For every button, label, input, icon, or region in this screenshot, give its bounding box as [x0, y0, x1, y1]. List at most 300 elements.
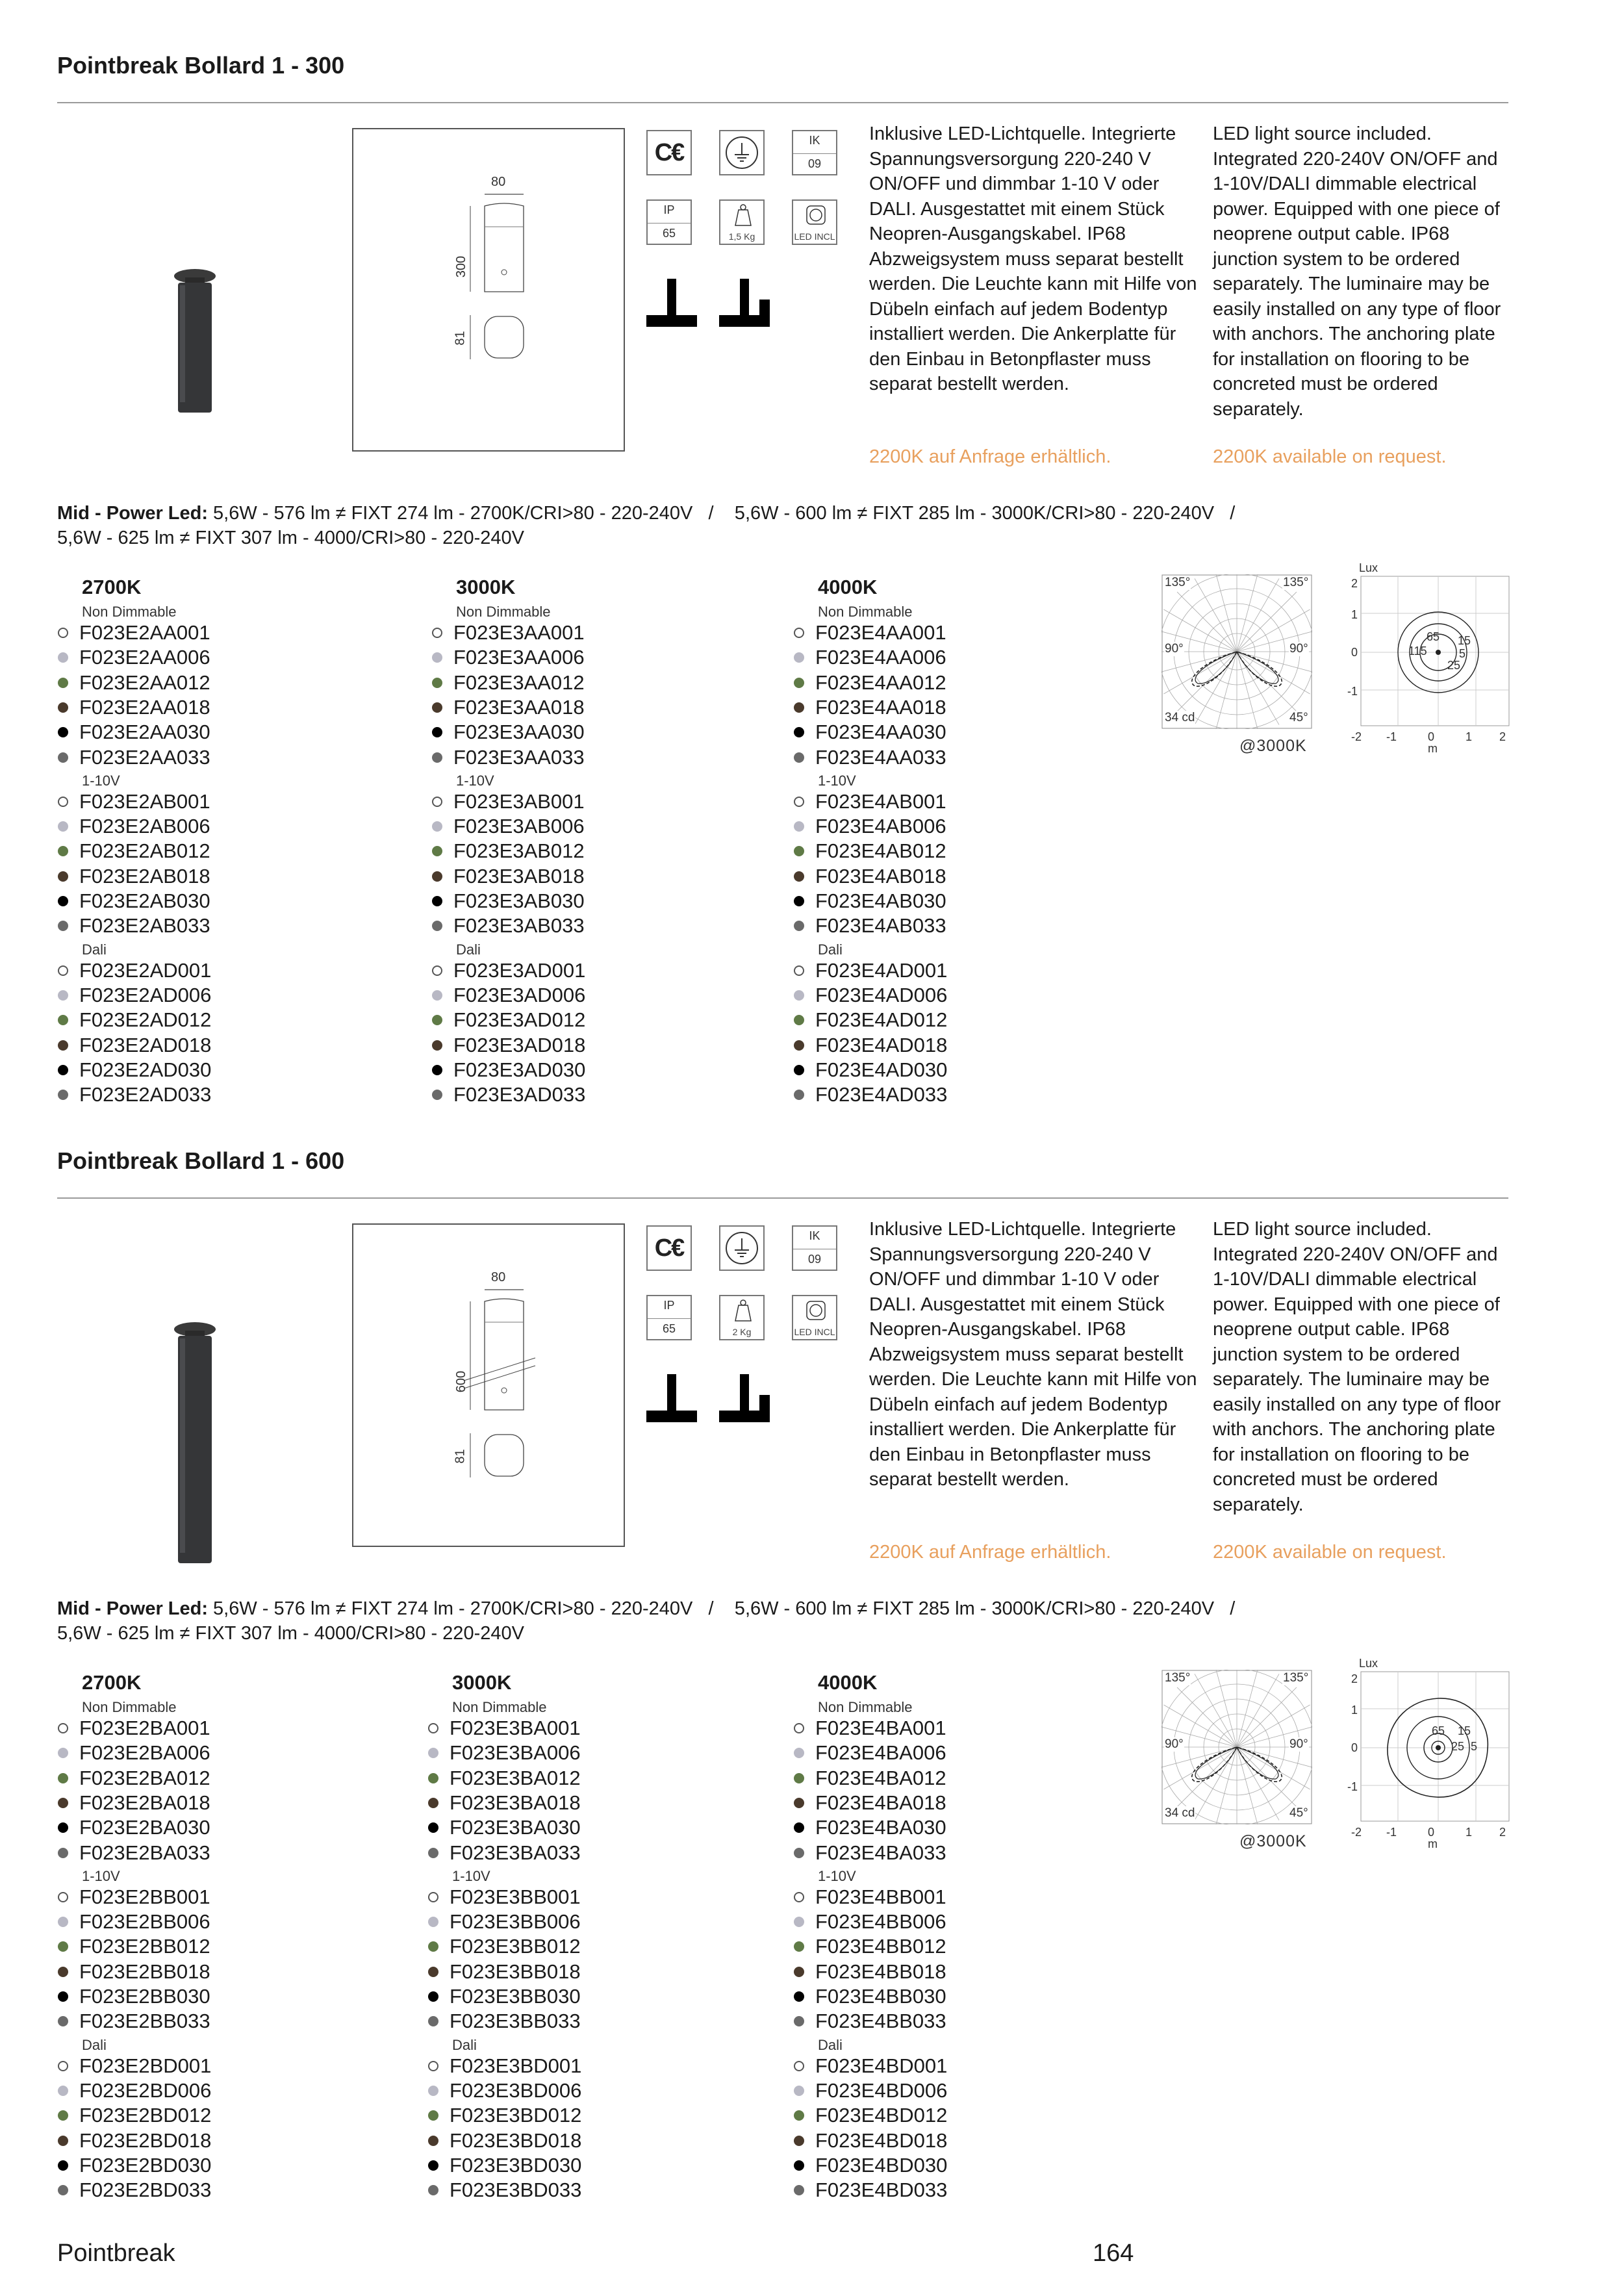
product-code-row: [428, 1841, 581, 1865]
finish-swatch: [58, 821, 68, 832]
product-photo: [166, 263, 224, 422]
finish-swatch: [794, 846, 804, 856]
finish-swatch: [432, 628, 442, 638]
ik-label: IK: [809, 134, 820, 147]
finish-swatch: [794, 1040, 804, 1051]
finish-swatch: [428, 2086, 438, 2096]
ip-divider: [648, 223, 691, 224]
product-code-row: [794, 720, 946, 745]
product-code-row: [428, 1910, 581, 1934]
finish-swatch: [794, 2160, 804, 2171]
product-code-row: [428, 2103, 581, 2128]
dimming-group-label: Non Dimmable: [818, 1699, 913, 1715]
polar-angle-label: 45°: [1289, 1806, 1308, 1820]
polar-angle-label: 34 cd: [1165, 711, 1195, 724]
color-temp-header-3000K: 3000K: [452, 1671, 512, 1694]
product-code: F023E3AA001: [453, 621, 585, 644]
product-code: F023E2BA006: [79, 1741, 210, 1765]
product-code: F023E2BA030: [79, 1816, 210, 1839]
lux-y-tick: -1: [1347, 685, 1358, 698]
product-code-row: [58, 1960, 210, 1984]
product-code-row: [432, 645, 585, 670]
product-code: F023E4BB012: [815, 1935, 946, 1958]
finish-swatch: [428, 1773, 438, 1783]
finish-swatch: [58, 1991, 68, 2002]
finish-swatch: [428, 1941, 438, 1952]
product-code-row: [794, 1960, 946, 1984]
product-code: F023E3AD018: [453, 1033, 586, 1056]
finish-swatch: [58, 1917, 68, 1927]
product-code-row: [58, 789, 210, 814]
dimming-group-label: Non Dimmable: [818, 604, 913, 620]
weight-value: 1,5 Kg: [728, 231, 755, 242]
availability-en: 2200K available on request.: [1213, 446, 1447, 467]
lux-y-tick: 2: [1351, 577, 1358, 590]
product-code: F023E4AD006: [815, 983, 948, 1006]
polar-angle-label: 90°: [1165, 642, 1184, 656]
product-code-row: [794, 1934, 946, 1959]
finish-swatch: [794, 821, 804, 832]
finish-swatch: [58, 1773, 68, 1783]
lux-contour-label: 25: [1451, 1740, 1465, 1753]
product-code: F023E3BA030: [450, 1816, 581, 1839]
product-code-row: [794, 814, 946, 839]
dimming-group-label: 1-10V: [82, 1867, 120, 1884]
drawing-svg: [353, 1225, 621, 1546]
led-included-icon: [792, 199, 837, 245]
finish-swatch: [794, 2086, 804, 2096]
polar-angle-label: 135°: [1165, 576, 1191, 589]
product-code-row: [58, 695, 210, 720]
product-code-row: [794, 1885, 946, 1910]
product-code: F023E3AD006: [453, 983, 586, 1006]
product-code-row: [58, 958, 211, 983]
polar-angle-label: 135°: [1283, 1671, 1309, 1685]
finish-swatch: [432, 797, 442, 807]
product-code-row: [432, 620, 585, 645]
product-code: F023E4AB006: [815, 815, 946, 838]
product-code: F023E4BA006: [815, 1741, 946, 1765]
finish-swatch: [432, 990, 442, 1001]
finish-swatch: [794, 1967, 804, 1977]
finish-swatch: [58, 965, 68, 976]
finish-swatch: [794, 1065, 804, 1075]
finish-swatch: [794, 797, 804, 807]
availability-de: 2200K auf Anfrage erhältlich.: [869, 1542, 1111, 1563]
width-dimension: 80: [491, 1270, 506, 1284]
dimming-group-label: 1-10V: [452, 1867, 490, 1884]
product-code: F023E2BB006: [79, 1910, 210, 1934]
product-code: F023E4AA006: [815, 646, 946, 669]
finish-swatch: [432, 846, 442, 856]
ik-divider: [793, 153, 836, 154]
finish-swatch: [428, 2016, 438, 2026]
product-code: F023E4BB033: [815, 2010, 946, 2033]
lux-x-tick: 0: [1428, 730, 1435, 743]
finish-swatch: [794, 871, 804, 882]
product-code: F023E3AB006: [453, 815, 585, 838]
led-spec-line-2: 5,6W - 625 lm ≠ FIXT 307 lm - 4000/CRI>80 - 220-240V: [57, 528, 524, 548]
product-code: F023E4AA030: [815, 721, 946, 744]
product-code-row: [58, 2153, 211, 2178]
product-code-row: [432, 889, 585, 913]
product-code-row: [58, 1766, 210, 1791]
finish-swatch: [58, 1822, 68, 1833]
product-code-row: [432, 695, 585, 720]
dimming-group-label: Dali: [818, 2036, 843, 2053]
finish-swatch: [58, 896, 68, 906]
product-code: F023E3BD033: [450, 2178, 582, 2202]
finish-swatch: [58, 2061, 68, 2071]
product-code: F023E2AB030: [79, 889, 210, 912]
product-code: F023E2BA012: [79, 1766, 210, 1789]
product-code-row: [794, 1058, 947, 1082]
product-code-row: [58, 1791, 210, 1815]
title-rule: [57, 1197, 1508, 1199]
product-code: F023E2BD012: [79, 2104, 212, 2127]
earth-class-icon: [719, 1225, 765, 1274]
finish-swatch: [432, 1040, 442, 1051]
led-spec-line-1: 5,6W - 576 lm ≠ FIXT 274 lm - 2700K/CRI>80 - 220-240V / 5,6W - 600 lm ≠ FIXT 285 lm - 3000K/CRI>80 - 220-240V /: [208, 1598, 1236, 1619]
product-code: F023E3AB033: [453, 914, 585, 938]
product-code: F023E4BD018: [815, 2128, 948, 2152]
product-code: F023E4BD006: [815, 2078, 948, 2102]
lux-unit-label: Lux: [1359, 561, 1378, 574]
product-code-row: [58, 671, 210, 695]
dimming-group-label: 1-10V: [456, 772, 494, 789]
finish-swatch: [58, 2086, 68, 2096]
product-code-row: [794, 745, 946, 770]
product-code: F023E3AA012: [453, 671, 585, 694]
finish-swatch: [794, 752, 804, 763]
finish-swatch: [428, 2185, 438, 2195]
led-spec-line-1: 5,6W - 576 lm ≠ FIXT 274 lm - 2700K/CRI>80 - 220-240V / 5,6W - 600 lm ≠ FIXT 285 lm - 3000K/CRI>80 - 220-240V /: [208, 503, 1236, 524]
product-code: F023E4AD001: [815, 958, 948, 982]
product-code-row: [794, 1008, 947, 1032]
finish-swatch: [794, 1015, 804, 1025]
led-spec-label: Mid - Power Led:: [57, 1598, 208, 1619]
lux-x-tick: -2: [1351, 730, 1362, 743]
lux-y-tick: 1: [1351, 1704, 1358, 1717]
lux-axis-unit: m: [1428, 1837, 1438, 1850]
finish-swatch: [428, 2160, 438, 2171]
dimming-group-label: Dali: [82, 941, 107, 958]
finish-swatch: [58, 1065, 68, 1075]
product-code-row: [58, 1008, 211, 1032]
finish-swatch: [794, 1892, 804, 1902]
product-code-row: [58, 1841, 210, 1865]
ip-value: 65: [662, 1322, 676, 1335]
product-code: F023E2AD018: [79, 1033, 212, 1056]
product-code: F023E3AA018: [453, 695, 585, 719]
lux-contour-label: 25: [1447, 659, 1461, 672]
ground-mounting-icon: [719, 276, 771, 331]
product-code: F023E4BD030: [815, 2153, 948, 2177]
product-code-row: [58, 745, 210, 770]
finish-swatch: [428, 1723, 438, 1733]
ip-label: IP: [663, 1299, 675, 1312]
product-code-row: [58, 620, 210, 645]
finish-swatch: [794, 628, 804, 638]
product-title: Pointbreak Bollard 1 - 300: [57, 52, 345, 79]
finish-swatch: [794, 1748, 804, 1758]
product-code: F023E3BD006: [450, 2078, 582, 2102]
product-code-row: [428, 1960, 581, 1984]
product-code: F023E3BA001: [450, 1717, 581, 1739]
polar-angle-label: 90°: [1165, 1737, 1184, 1751]
product-code-row: [428, 2153, 581, 2178]
product-code: F023E2AD030: [79, 1058, 212, 1081]
led-included-label: LED INCL: [794, 1327, 835, 1337]
lux-contour-label: 115: [1408, 645, 1427, 658]
dimming-group-label: Dali: [452, 2036, 477, 2053]
product-code: F023E2BB001: [79, 1885, 210, 1908]
product-code: F023E2AA018: [79, 695, 210, 719]
led-spec-line-2: 5,6W - 625 lm ≠ FIXT 307 lm - 4000/CRI>80 - 220-240V: [57, 1623, 524, 1644]
led-spec: [57, 501, 1512, 550]
finish-swatch: [58, 727, 68, 737]
finish-swatch: [794, 1848, 804, 1858]
product-code: F023E2AA001: [79, 621, 210, 644]
product-code: F023E4BA012: [815, 1766, 946, 1789]
product-code-row: [794, 1766, 946, 1791]
product-code: F023E3BA006: [450, 1741, 581, 1765]
weight-icon: [719, 199, 765, 245]
led-included-icon: [792, 1295, 837, 1340]
product-code-row: [58, 2128, 211, 2153]
finish-swatch: [58, 1941, 68, 1952]
finish-swatch: [794, 702, 804, 713]
product-code: F023E3BA018: [450, 1791, 581, 1814]
product-code-row: [432, 839, 585, 863]
product-code: F023E2AA030: [79, 721, 210, 744]
finish-swatch: [58, 2160, 68, 2171]
product-code-row: [794, 671, 946, 695]
finish-swatch: [58, 1015, 68, 1025]
finish-swatch: [794, 1941, 804, 1952]
color-temp-header-4000K: 4000K: [818, 576, 878, 598]
technical-drawing: [352, 1223, 625, 1547]
finish-swatch: [432, 921, 442, 931]
product-code-row: [794, 958, 947, 983]
product-code-row: [58, 2078, 211, 2103]
lux-y-tick: -1: [1347, 1780, 1358, 1793]
polar-temp-label: @3000K: [1239, 737, 1307, 755]
finish-swatch: [794, 1798, 804, 1808]
product-code: F023E3BB006: [450, 1910, 581, 1934]
finish-swatch: [794, 2016, 804, 2026]
product-code-row: [432, 745, 585, 770]
product-code: F023E2BB012: [79, 1935, 210, 1958]
product-code: F023E2AB012: [79, 839, 210, 863]
product-code-row: [58, 839, 210, 863]
product-code: F023E3AA006: [453, 646, 585, 669]
product-code: F023E2AA012: [79, 671, 210, 694]
finish-swatch: [432, 727, 442, 737]
product-code-row: [58, 864, 210, 889]
product-code-row: [428, 2009, 581, 2034]
product-code: F023E4AD012: [815, 1008, 948, 1032]
product-code-row: [794, 1815, 946, 1840]
availability-de: 2200K auf Anfrage erhältlich.: [869, 446, 1111, 467]
product-code: F023E2BB018: [79, 1960, 210, 1983]
product-code-row: [432, 1008, 585, 1032]
finish-swatch: [794, 2185, 804, 2195]
product-code-row: [58, 983, 211, 1008]
polar-angle-label: 90°: [1289, 1737, 1308, 1751]
lux-x-tick: 2: [1499, 1826, 1506, 1839]
product-code: F023E2BD006: [79, 2078, 212, 2102]
height-dimension: 600: [454, 1370, 469, 1393]
product-code: F023E4BB030: [815, 1985, 946, 2008]
product-code: F023E4AA018: [815, 695, 946, 719]
dimming-group-label: Non Dimmable: [456, 604, 551, 620]
finish-swatch: [794, 896, 804, 906]
product-code-row: [432, 864, 585, 889]
product-code: F023E2BD001: [79, 2054, 212, 2077]
product-code-row: [794, 913, 946, 938]
dimming-group-label: 1-10V: [82, 772, 120, 789]
product-code-row: [794, 889, 946, 913]
lux-contour-label: 65: [1427, 630, 1440, 643]
product-code-row: [794, 2153, 947, 2178]
product-title: Pointbreak Bollard 1 - 600: [57, 1147, 345, 1174]
product-code: F023E2BA033: [79, 1841, 210, 1864]
product-code-row: [58, 1910, 210, 1934]
product-code: F023E4BA001: [815, 1717, 946, 1739]
finish-swatch: [58, 1723, 68, 1733]
lux-contour-label: 65: [1432, 1724, 1445, 1737]
product-code: F023E3BB001: [450, 1885, 581, 1908]
product-code: F023E3AA033: [453, 745, 585, 769]
product-code-row: [794, 1841, 946, 1865]
earth-class-icon: [719, 130, 765, 179]
polar-angle-label: 90°: [1289, 642, 1308, 656]
finish-swatch: [432, 1065, 442, 1075]
finish-swatch: [428, 1822, 438, 1833]
product-code-row: [794, 2103, 947, 2128]
finish-swatch: [794, 1917, 804, 1927]
product-code: F023E2AD006: [79, 983, 212, 1006]
ik-rating-icon: [792, 130, 837, 175]
color-temp-header-3000K: 3000K: [456, 576, 516, 598]
product-code-row: [432, 1058, 585, 1082]
product-code-row: [432, 958, 585, 983]
product-code-row: [428, 1741, 581, 1765]
ip-value: 65: [662, 227, 676, 240]
lux-x-tick: 1: [1465, 1826, 1473, 1839]
product-code-row: [58, 2054, 211, 2078]
product-code: F023E3AB030: [453, 889, 585, 912]
product-code-row: [428, 1934, 581, 1959]
product-code-row: [428, 2054, 581, 2078]
product-photo: [166, 1316, 224, 1573]
finish-swatch: [432, 702, 442, 713]
finish-swatch: [58, 1798, 68, 1808]
dimming-group-label: Dali: [456, 941, 481, 958]
finish-swatch: [58, 2136, 68, 2146]
product-code: F023E2AD033: [79, 1083, 212, 1106]
product-code: F023E3BB012: [450, 1935, 581, 1958]
lux-y-tick: 1: [1351, 608, 1358, 621]
finish-swatch: [428, 1748, 438, 1758]
product-code-row: [58, 889, 210, 913]
isolux-diagram: [1360, 576, 1510, 730]
product-code-row: [794, 1984, 946, 2009]
product-code: F023E2BD033: [79, 2178, 212, 2202]
product-code: F023E2AB001: [79, 789, 210, 813]
product-code-row: [428, 1815, 581, 1840]
lux-x-tick: -1: [1386, 730, 1397, 743]
finish-swatch: [428, 1848, 438, 1858]
product-code-row: [58, 1716, 210, 1741]
finish-swatch: [794, 990, 804, 1001]
product-code: F023E2AB018: [79, 864, 210, 888]
product-code-row: [794, 839, 946, 863]
product-code: F023E3BD030: [450, 2153, 582, 2177]
product-code: F023E4AB033: [815, 914, 946, 938]
lux-contour-label: 5: [1459, 647, 1466, 660]
finish-swatch: [794, 965, 804, 976]
product-code-row: [794, 620, 946, 645]
description-en: LED light source included. Integrated 220-240V ON/OFF and 1-10V/DALI dimmable electrical power. Equipped with one piece of neoprene output cable. IP68 junction system to be ordered separately. The luminaire may be easily installed on any type of floor with anchors. The anchoring plate for installation on flooring to be concreted must be ordered separately.: [1213, 123, 1501, 420]
finish-swatch: [58, 1967, 68, 1977]
finish-swatch: [794, 1723, 804, 1733]
lux-x-tick: 2: [1499, 730, 1506, 743]
product-code-row: [794, 2128, 947, 2153]
finish-swatch: [58, 990, 68, 1001]
finish-swatch: [58, 871, 68, 882]
lux-unit-label: Lux: [1359, 1657, 1378, 1670]
lux-y-tick: 0: [1351, 646, 1358, 659]
product-code-row: [794, 1716, 946, 1741]
product-code-row: [794, 695, 946, 720]
product-code-row: [428, 1716, 581, 1741]
product-code: F023E3BD001: [450, 2054, 582, 2077]
product-code: F023E3AD012: [453, 1008, 586, 1032]
product-code: F023E4AB018: [815, 864, 946, 888]
width-dimension: 80: [491, 175, 506, 189]
product-code-row: [58, 1033, 211, 1058]
product-code-row: [58, 814, 210, 839]
description-en: LED light source included. Integrated 220-240V ON/OFF and 1-10V/DALI dimmable electrical power. Equipped with one piece of neoprene output cable. IP68 junction system to be ordered separately. The luminaire may be easily installed on any type of floor with anchors. The anchoring plate for installation on flooring to be concreted must be ordered separately.: [1213, 1219, 1501, 1515]
finish-swatch: [428, 1917, 438, 1927]
dimming-group-label: Dali: [82, 2036, 107, 2053]
product-code: F023E2AA006: [79, 646, 210, 669]
dimming-group-label: 1-10V: [818, 1867, 856, 1884]
availability-en: 2200K available on request.: [1213, 1542, 1447, 1563]
dimming-group-label: Non Dimmable: [82, 1699, 177, 1715]
product-code: F023E4AD033: [815, 1083, 948, 1106]
weight-value: 2 Kg: [732, 1327, 752, 1337]
lux-contour-label: 5: [1471, 1740, 1478, 1753]
color-temp-header-2700K: 2700K: [82, 576, 142, 598]
product-section-1: [0, 0, 1624, 1105]
ik-rating-icon: [792, 1225, 837, 1271]
ip-label: IP: [663, 203, 675, 216]
product-code: F023E4BA018: [815, 1791, 946, 1814]
dimming-group-label: 1-10V: [818, 772, 856, 789]
finish-swatch: [58, 797, 68, 807]
ce-mark-icon: C€: [646, 130, 692, 175]
finish-swatch: [58, 2016, 68, 2026]
product-code-row: [432, 720, 585, 745]
finish-swatch: [794, 1773, 804, 1783]
product-code: F023E4AA012: [815, 671, 946, 694]
product-code: F023E4BB018: [815, 1960, 946, 1983]
color-temp-header-4000K: 4000K: [818, 1671, 878, 1694]
ik-value: 09: [807, 1253, 822, 1266]
